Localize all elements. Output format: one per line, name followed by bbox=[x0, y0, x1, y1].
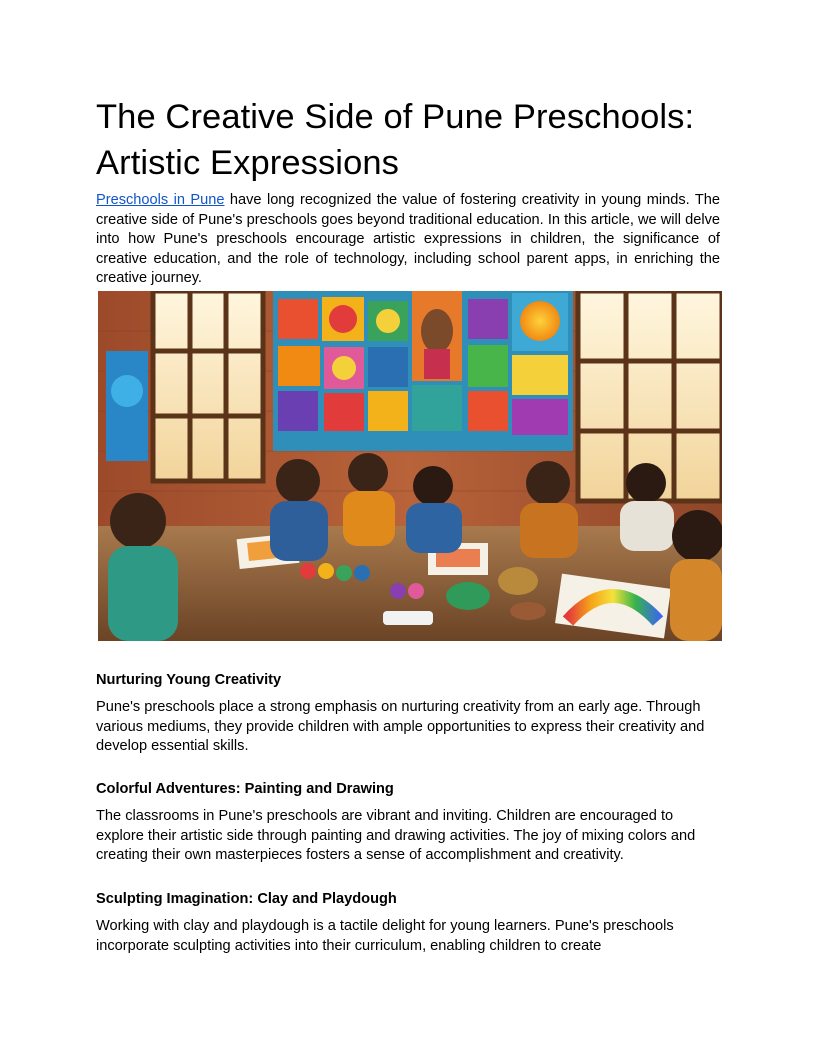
section-heading-nurturing: Nurturing Young Creativity bbox=[96, 672, 282, 688]
section-body-painting: The classrooms in Pune's preschools are vibrant and inviting. Children are encouraged to explore their artistic side through painting and drawing activities. The joy of mixing colors and creating their own masterpieces fosters a sense of accomplishment and creativity. bbox=[96, 808, 696, 864]
preschools-in-pune-link[interactable]: Preschools in Pune bbox=[96, 192, 225, 208]
intro-paragraph bbox=[96, 191, 720, 289]
article-title: The Creative Side of Pune Preschools: Artistic Expressions bbox=[96, 98, 695, 182]
hero-image bbox=[98, 291, 722, 641]
intro-text: have long recognized the value of fostering creativity in young minds. The creative side of Pune's preschools goes beyond traditional education. In this article, we will delve into how Pune's preschools encourage artistic expressions in children, the significance of creative education, and the role of technology, including school parent apps, in enriching the creative journey. bbox=[96, 192, 720, 287]
section-heading-sculpting: Sculpting Imagination: Clay and Playdough bbox=[96, 891, 397, 907]
section-body-sculpting: Working with clay and playdough is a tactile delight for young learners. Pune's preschools incorporate sculpting activities into their curriculum, enabling children to create bbox=[96, 918, 674, 954]
section-body-nurturing: Pune's preschools place a strong emphasis on nurturing creativity from an early age. Through various mediums, they provide children with ample opportunities to express their creativity and develop essential skills. bbox=[96, 699, 705, 755]
section-heading-painting: Colorful Adventures: Painting and Drawing bbox=[96, 781, 394, 797]
